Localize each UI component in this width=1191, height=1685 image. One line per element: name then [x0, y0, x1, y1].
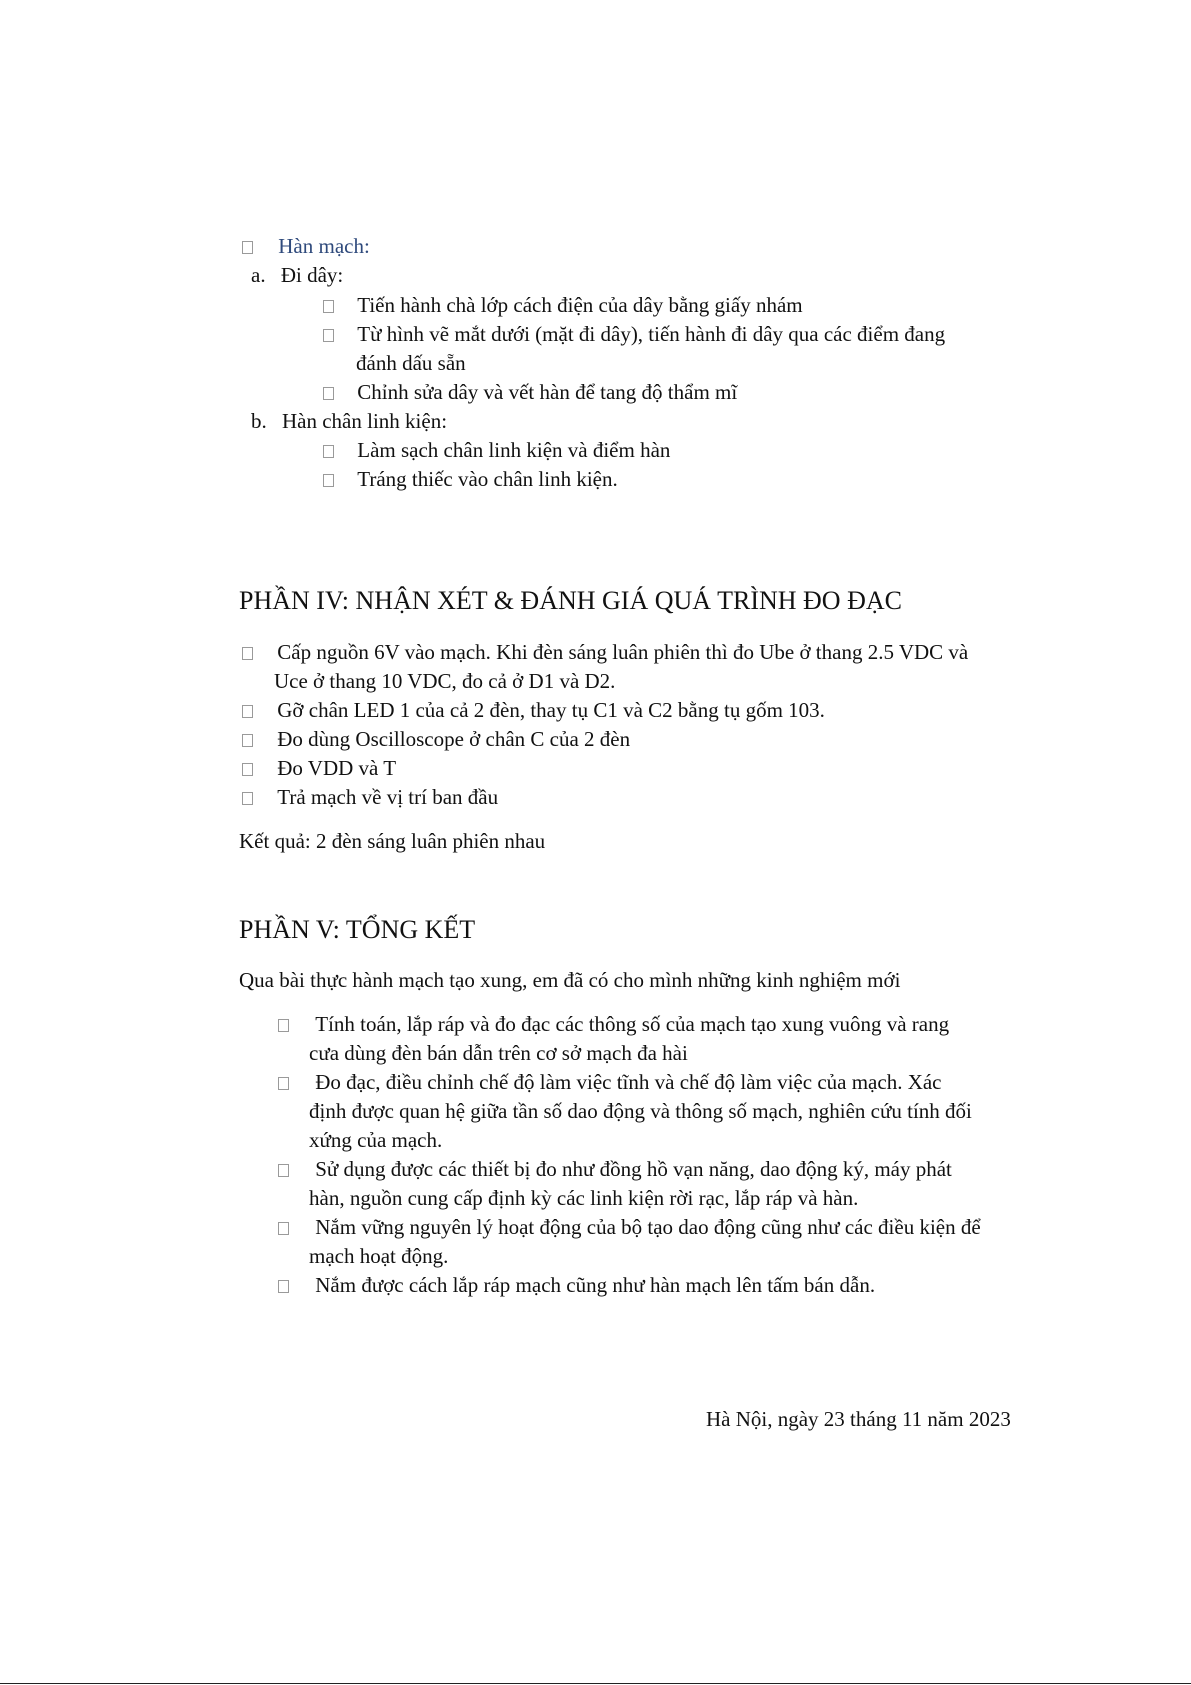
list-item: Từ hình vẽ mắt dưới (mặt đi dây), tiến hành đi dây qua các điểm đang [323, 320, 945, 348]
bullet-box-icon [278, 1222, 289, 1235]
bullet-box-icon [323, 387, 334, 400]
list-marker: b. [251, 409, 267, 433]
list-item-continuation: hàn, nguồn cung cấp định kỳ các linh kiện rời rạc, lắp ráp và hàn. [309, 1186, 859, 1210]
han-mach-title: Hàn mạch: [278, 234, 370, 258]
list-item-continuation: đánh dấu sẵn [356, 351, 466, 375]
part5-heading: PHẦN V: TỔNG KẾT [239, 915, 476, 944]
bullet-box-icon [242, 241, 253, 254]
list-item: Cấp nguồn 6V vào mạch. Khi đèn sáng luân phiên thì đo Ube ở thang 2.5 VDC và [242, 638, 968, 666]
part5-intro: Qua bài thực hành mạch tạo xung, em đã có cho mình những kinh nghiệm mới [239, 968, 901, 992]
list-item-continuation: định được quan hệ giữa tần số dao động và thông số mạch, nghiên cứu tính đối [309, 1099, 972, 1123]
list-item: Đo dùng Oscilloscope ở chân C của 2 đèn [242, 725, 630, 753]
bullet-box-icon [278, 1019, 289, 1032]
list-item-continuation: mạch hoạt động. [309, 1244, 449, 1268]
list-item: Nắm vững nguyên lý hoạt động của bộ tạo dao động cũng như các điều kiện để [278, 1213, 981, 1241]
list-item: Đo VDD và T [242, 754, 396, 782]
bullet-box-icon [278, 1077, 289, 1090]
list-marker: a. [251, 263, 266, 287]
list-item-continuation: cưa dùng đèn bán dẫn trên cơ sở mạch đa hài [309, 1041, 688, 1065]
list-item-continuation: xứng của mạch. [309, 1128, 443, 1152]
list-item: Tiến hành chà lớp cách điện của dây bằng giấy nhám [323, 291, 803, 319]
list-item: Đo đạc, điều chỉnh chế độ làm việc tĩnh và chế độ làm việc của mạch. Xác [278, 1068, 942, 1096]
bullet-box-icon [278, 1164, 289, 1177]
sub-heading-b [251, 407, 447, 435]
list-item: Tính toán, lắp ráp và đo đạc các thông số của mạch tạo xung vuông và rang [278, 1010, 949, 1038]
list-item: Chỉnh sửa dây và vết hàn để tang độ thẩm mĩ [323, 378, 737, 406]
sub-heading-a [251, 261, 343, 289]
part4-result: Kết quả: 2 đèn sáng luân phiên nhau [239, 829, 546, 853]
sub-heading-b-label: Hàn chân linh kiện: [282, 409, 448, 433]
list-item: Sử dụng được các thiết bị đo như đồng hồ vạn năng, dao động ký, máy phát [278, 1155, 952, 1183]
sub-heading-a-label: Đi dây: [280, 263, 344, 287]
bullet-box-icon [323, 329, 334, 342]
list-item: Làm sạch chân linh kiện và điểm hàn [323, 436, 670, 464]
date-line: Hà Nội, ngày 23 tháng 11 năm 2023 [706, 1407, 1011, 1431]
bullet-box-icon [323, 300, 334, 313]
bullet-box-icon [242, 705, 253, 718]
bullet-box-icon [278, 1280, 289, 1293]
bullet-box-icon [242, 647, 253, 660]
han-mach-heading [242, 232, 370, 260]
bullet-box-icon [323, 445, 334, 458]
bullet-box-icon [242, 734, 253, 747]
bullet-box-icon [242, 763, 253, 776]
bullet-box-icon [323, 474, 334, 487]
bullet-box-icon [242, 792, 253, 805]
list-item: Nắm được cách lắp ráp mạch cũng như hàn mạch lên tấm bán dẫn. [278, 1271, 875, 1299]
list-item-continuation: Uce ở thang 10 VDC, đo cả ở D1 và D2. [274, 669, 616, 693]
part4-heading: PHẦN IV: NHẬN XÉT & ĐÁNH GIÁ QUÁ TRÌNH ĐO ĐẠC [239, 586, 902, 615]
list-item: Gỡ chân LED 1 của cả 2 đèn, thay tụ C1 và C2 bằng tụ gốm 103. [242, 696, 825, 724]
list-item: Tráng thiếc vào chân linh kiện. [323, 465, 618, 493]
page-bottom-rule [0, 1683, 1191, 1684]
list-item: Trả mạch về vị trí ban đầu [242, 783, 498, 811]
